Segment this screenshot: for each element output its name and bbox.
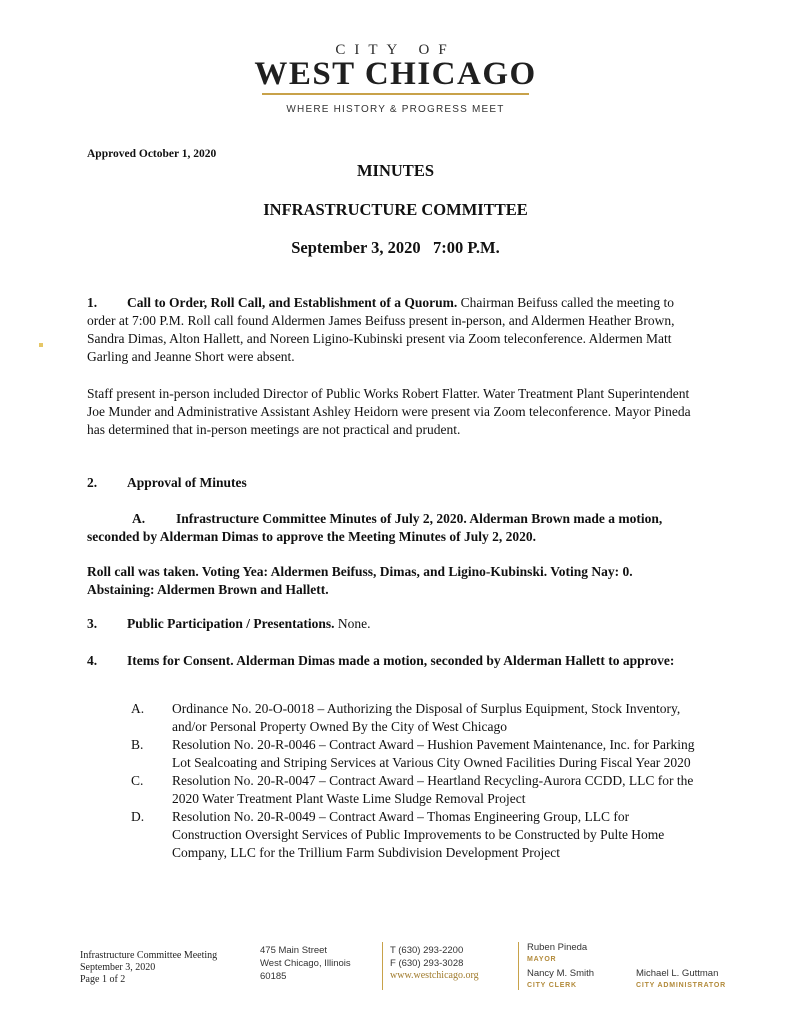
minutes-motion xyxy=(87,510,699,546)
section-approval-of-minutes xyxy=(87,474,699,492)
item-letter: B. xyxy=(131,737,144,752)
footer-meeting-date: September 3, 2020 xyxy=(80,962,156,973)
footer-clerk xyxy=(527,968,627,992)
footer-website-link[interactable]: www.westchicago.org xyxy=(390,970,479,981)
footer-city: West Chicago, Illinois xyxy=(260,958,351,969)
scan-mark xyxy=(39,343,43,347)
subsection-letter: A. xyxy=(132,511,146,526)
letterhead-city-name: WEST CHICAGO xyxy=(254,56,537,92)
footer-meeting-name: Infrastructure Committee Meeting xyxy=(80,950,218,961)
footer-meeting-info xyxy=(80,950,250,986)
clerk-title: CITY CLERK xyxy=(527,982,577,989)
section-text: None. xyxy=(334,616,371,631)
committee-name: INFRASTRUCTURE COMMITTEE xyxy=(263,200,528,219)
approval-note: Approved October 1, 2020 xyxy=(87,148,217,160)
section-heading: Call to Order, Roll Call, and Establishment of a Quorum. xyxy=(127,295,458,310)
section-text: Chairman Beifuss called the meeting to order at 7:00 P.M. Roll call found Aldermen James Beifuss present in-person, and Aldermen Heather Brown, Sandra Dimas, Alton Hallett, and Noreen Ligino-Kubinski present via Zoom teleconference. Aldermen Matt Garling and Jeanne Short were absent. xyxy=(87,295,675,364)
section-heading: Approval of Minutes xyxy=(127,475,247,490)
footer-contact xyxy=(390,944,510,982)
footer-street: 475 Main Street xyxy=(260,945,328,956)
administrator-title: CITY ADMINISTRATOR xyxy=(636,982,726,989)
section-heading: Public Participation / Presentations. xyxy=(127,616,335,631)
roll-call-result: Roll call was taken. Voting Yea: Aldermen Beifuss, Dimas, and Ligino-Kubinski. Voting Nay: 0. Abstaining: Aldermen Brown and Hallett. xyxy=(87,564,633,597)
letterhead-rule xyxy=(262,93,529,95)
footer-phone: T (630) 293-2200 xyxy=(390,945,464,956)
item-letter: A. xyxy=(131,701,145,716)
meeting-datetime: September 3, 2020 7:00 P.M. xyxy=(291,238,500,257)
section-number: 1. xyxy=(87,295,98,310)
footer-address xyxy=(260,944,375,983)
section-items-for-consent xyxy=(87,652,699,670)
item-text: Ordinance No. 20-O-0018 – Authorizing the Disposal of Surplus Equipment, Stock Inventory, and/or Personal Property Owned By the City of West Chicago xyxy=(172,701,681,734)
mayor-title: MAYOR xyxy=(527,956,557,963)
item-text: Resolution No. 20-R-0047 – Contract Award – Heartland Recycling-Aurora CCDD, LLC for the 2020 Water Treatment Plant Waste Lime Sludge Removal Project xyxy=(172,773,694,806)
document-title: MINUTES xyxy=(356,161,434,180)
administrator-name: Michael L. Guttman xyxy=(636,968,719,979)
list-item xyxy=(87,772,699,808)
section-heading: Items for Consent. Alderman Dimas made a motion, seconded by Alderman Hallett to approve: xyxy=(127,653,675,668)
letterhead-tagline: WHERE HISTORY & PROGRESS MEET xyxy=(286,104,505,115)
section-number: 3. xyxy=(87,616,98,631)
staff-paragraph: Staff present in-person included Director of Public Works Robert Flatter. Water Treatment Plant Superintendent Joe Munder and Administrative Assistant Ashley Heidorn were present via Zoom teleconference. Mayor Pineda has determined that in-person meetings are not practical and prudent. xyxy=(87,386,691,437)
footer-administrator xyxy=(636,968,746,992)
clerk-name: Nancy M. Smith xyxy=(527,968,595,979)
list-item xyxy=(87,700,699,736)
footer-zip: 60185 xyxy=(260,971,287,982)
mayor-name: Ruben Pineda xyxy=(527,942,588,953)
footer-divider xyxy=(382,942,383,990)
section-public-participation xyxy=(87,615,699,633)
section-call-to-order xyxy=(87,294,699,366)
item-text: Resolution No. 20-R-0046 – Contract Award – Hushion Pavement Maintenance, Inc. for Parking Lot Sealcoating and Striping Services at Various City Owned Facilities During Fiscal Year 2020 xyxy=(172,737,695,770)
consent-item-list xyxy=(87,700,699,862)
section-number: 4. xyxy=(87,653,98,668)
list-item xyxy=(87,808,699,862)
footer-mayor xyxy=(527,942,627,966)
motion-text: Infrastructure Committee Minutes of July 2, 2020. Alderman Brown made a motion, seconded by Alderman Dimas to approve the Meeting Minutes of July 2, 2020. xyxy=(87,511,663,544)
letterhead-city-of: CITY OF xyxy=(335,42,456,58)
item-letter: C. xyxy=(131,773,144,788)
footer-divider xyxy=(518,942,519,990)
footer-page-number: Page 1 of 2 xyxy=(80,974,126,985)
footer-fax: F (630) 293-3028 xyxy=(390,958,464,969)
item-text: Resolution No. 20-R-0049 – Contract Award – Thomas Engineering Group, LLC for Construction Oversight Services of Public Improvements to be Constructed by Pulte Home Company, LLC for the Trillium Farm Subdivision Development Project xyxy=(172,809,665,860)
list-item xyxy=(87,736,699,772)
section-number: 2. xyxy=(87,475,98,490)
item-letter: D. xyxy=(131,809,145,824)
